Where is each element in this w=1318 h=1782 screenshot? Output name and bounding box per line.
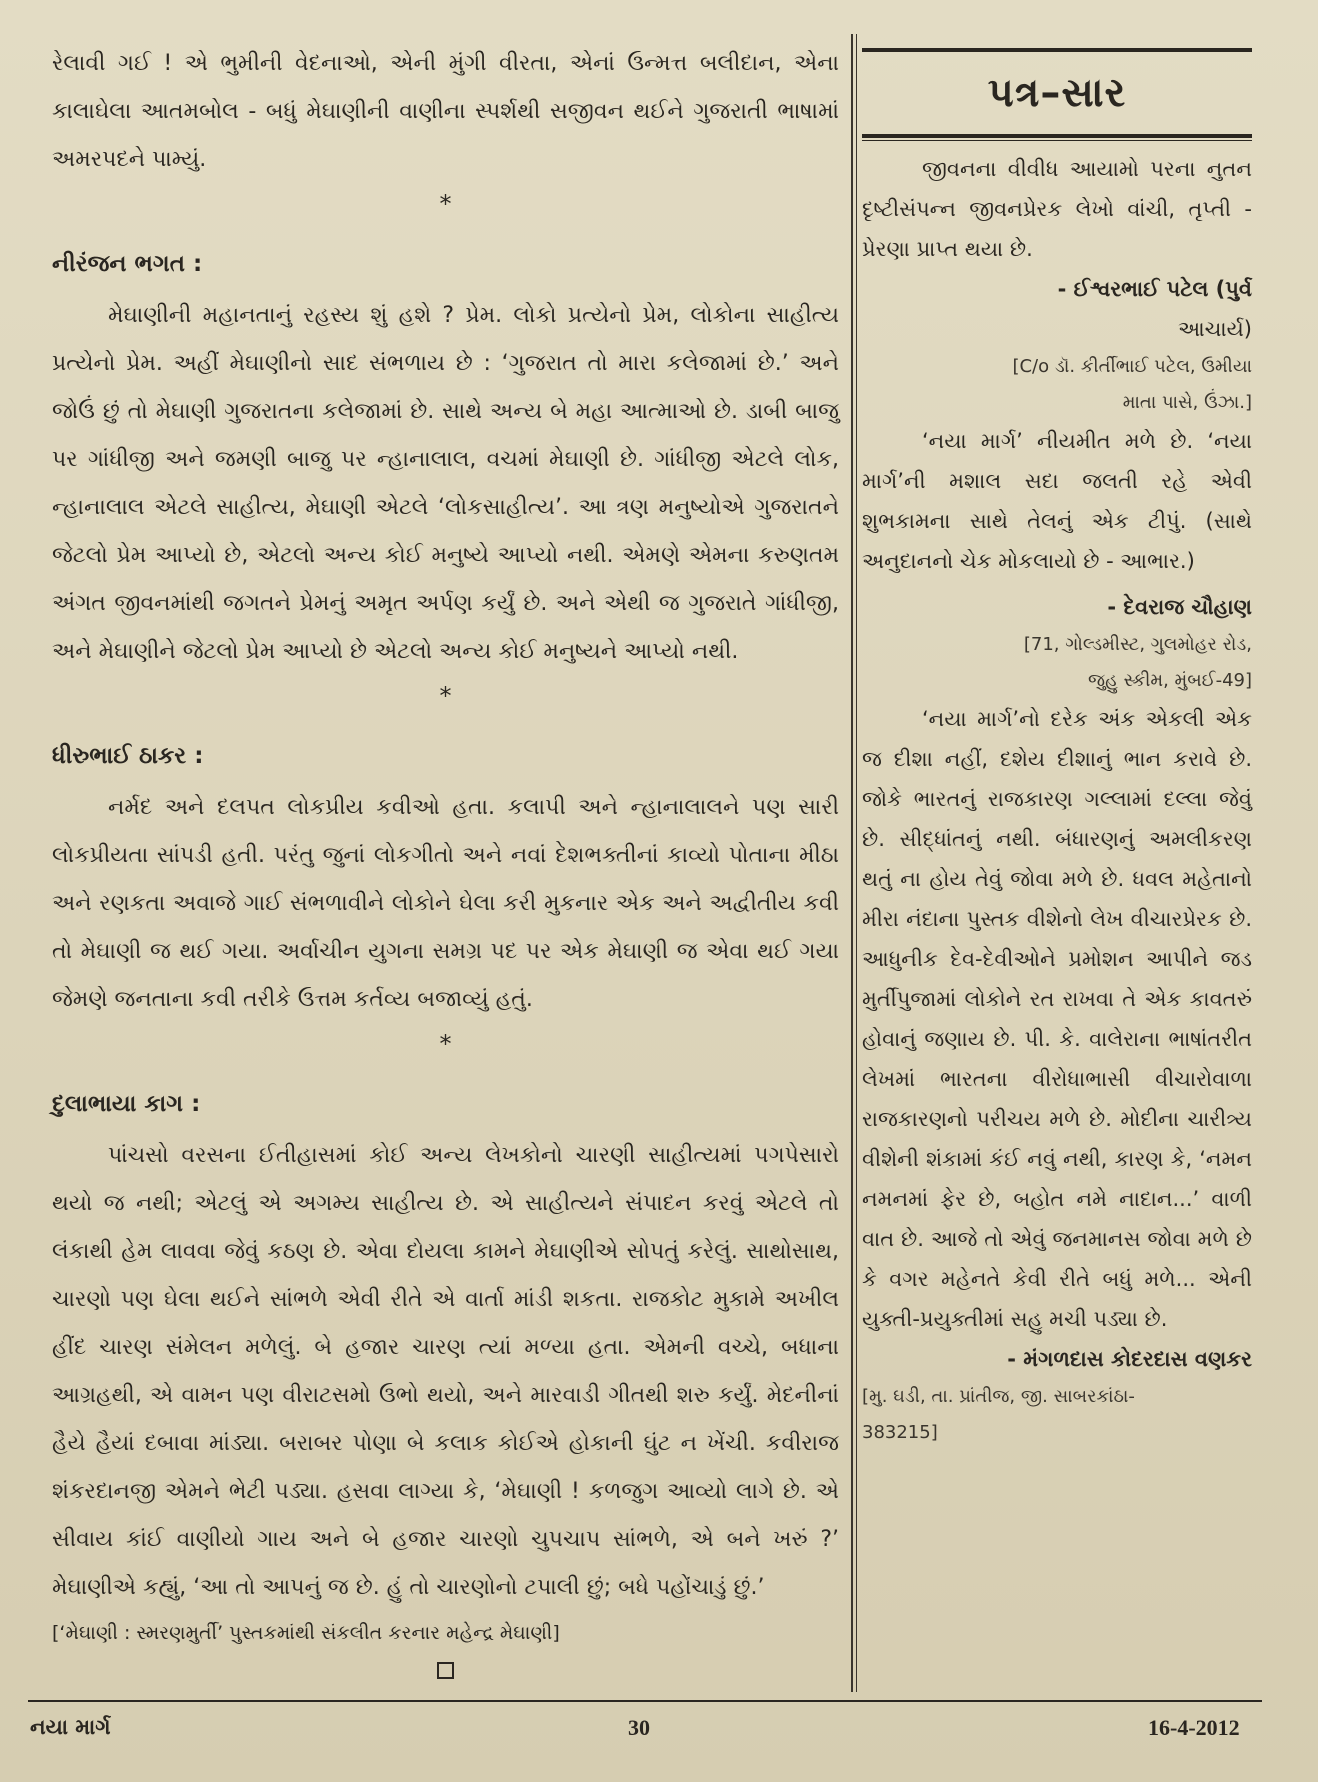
right-column [862,40,1252,1451]
letter-address: [C/o ડૉ. કીર્તીભાઈ પટેલ, ઉમીયા [1012,356,1252,377]
letter-address: જુહુ સ્કીમ, મુંબઈ-49] [1088,670,1252,691]
column-divider [856,34,857,1692]
section-title: પત્ર–સાર [987,70,1127,116]
section-heading: નીરંજન ભગત : [52,251,203,277]
letter-body: જીવનના વીવીધ આયામો પરના નુતન દૃષ્ટીસંપન્ન જીવનપ્રેરક લેખો વાંચી, તૃપ્તી - પ્રેરણા પ્રાપ્ત થયા છે. [862,157,1252,261]
letter-address: 383215] [862,1422,938,1443]
section-heading: દુલાભાયા કાગ : [52,1091,201,1117]
section-heading: ધીરુભાઈ ઠાકર : [52,743,204,769]
section-body: નર્મદ અને દલપત લોકપ્રીય કવીઓ હતા. કલાપી અને ન્હાનાલાલને પણ સારી લોકપ્રીયતા સાંપડી હતી. પરંતુ જુનાં લોકગીતો અને નવાં દેશભક્તીનાં કાવ્યો પોતાના મીઠા અને રણકતા અવાજે ગાઈ સંભળાવીને લોકોને ઘેલા કરી મુકનાર એક અને અદ્વીતીય કવી તો મેઘાણી જ થઈ ગયા. અર્વાચીન યુગના સમગ્ર પદ પર એક મેઘાણી જ એવા થઈ ગયા જેમણે જનતાના કવી તરીકે ઉત્તમ કર્તવ્ય બજાવ્યું હતું. [52,795,839,1012]
footer-date: 16-4-2012 [1148,1715,1240,1740]
letter-body: ‘નયા માર્ગ’નો દરેક અંક એકલી એક જ દીશા નહીં, દશેય દીશાનું ભાન કરાવે છે. જોકે ભારતનું રાજકારણ ગલ્લામાં દલ્લા જેવું છે. સીદ્ધાંતનું નથી. બંધારણનું અમલીકરણ થતું ના હોય તેવું જોવા મળે છે. ધવલ મહેતાનો મીરા નંદાના પુસ્તક વીશેનો લેખ વીચારપ્રેરક છે. આધુનીક દેવ-દેવીઓને પ્રમોશન આપીને જડ મુર્તીપુજામાં લોકોને રત રાખવા તે એક કાવતરું હોવાનું જણાય છે. પી. કે. વાલેરાના ભાષાંતરીત લેખમાં ભારતના વીરોધાભાસી વીચારોવાળા રાજકારણનો પરીચય મળે છે. મોદીના ચારીત્ર્ય વીશેની શંકામાં કંઈ નવું નથી, કારણ કે, ‘નમન નમનમાં ફેર છે, બહોત નમે નાદાન...’ વાળી વાત છે. આજે તો એવું જનમાનસ જોવા મળે છે કે વગર મહેનતે કેવી રીતે બધું મળે... એની યુક્તી-પ્રયુક્તીમાં સહુ મચી પડ્યા છે. [862,707,1252,1331]
source-credit: [‘મેઘાણી : સ્મરણમુર્તી’ પુસ્તકમાંથી સંકલીત કરનાર મહેન્દ્ર મેઘાણી] [52,1622,560,1644]
section-body: પાંચસો વરસના ઈતીહાસમાં કોઈ અન્ય લેખકોનો ચારણી સાહીત્યમાં પગપેસારો થયો જ નથી; એટલું એ અગમ્ય સાહીત્ય છે. એ સાહીત્યને સંપાદન કરવું એટલે તો લંકાથી હેમ લાવવા જેવું કઠણ છે. એવા દોયલા કામને મેઘાણીએ સોપતું કરેલું. સાથોસાથ, ચારણો પણ ઘેલા થઈને સાંભળે એવી રીતે એ વાર્તા માંડી શકતા. રાજકોટ મુકામે અખીલ હીંદ ચારણ સંમેલન મળેલું. બે હજાર ચારણ ત્યાં મળ્યા હતા. એમની વચ્ચે, બધાના આગ્રહથી, એ વામન પણ વીરાટસમો ઉભો થયો, અને મારવાડી ગીતથી શરુ કર્યું. મેદનીનાં હૈયે હૈયાં દબાવા માંડ્યા. બરાબર પોણા બે કલાક કોઈએ હોકાની ઘુંટ ન ખેંચી. કવીરાજ શંકરદાનજી એમને ભેટી પડ્યા. હસવા લાગ્યા કે, ‘મેઘાણી ! કળજુગ આવ્યો લાગે છે. એ સીવાય કાંઈ વાણીયો ગાય અને બે હજાર ચારણો ચુપચાપ સાંભળે, એ બને ખરું ?’ મેઘાણીએ કહ્યું, ‘આ તો આપનું જ છે. હું તો ચારણોનો ટપાલી છું; બધે પહોંચાડું છું.’ [52,1143,839,1600]
letter-signature-cont: આચાર્ય) [1177,317,1252,341]
title-rule-top [862,48,1252,52]
letter-signature: - દેવરાજ ચૌહાણ [1107,595,1252,619]
footer-magazine-name: નયા માર્ગ [30,1715,111,1739]
letter-address: માતા પાસે, ઉંઝા.] [1122,392,1252,413]
left-column [52,40,839,1679]
footer-page-number: 30 [628,1715,650,1740]
letter-address: [71, ગોલ્ડમીસ્ટ, ગુલમોહર રોડ, [1023,634,1252,655]
intro-paragraph: રેલાવી ગઈ ! એ ભુમીની વેદનાઓ, એની મુંગી વીરતા, એનાં ઉન્મત્ત બલીદાન, એના કાલાઘેલા આતમબોલ - બધું મેઘાણીની વાણીના સ્પર્શથી સજીવન થઈને ગુજરાતી ભાષામાં અમરપદને પામ્યું. [52,51,839,172]
section-separator: * [439,1030,452,1058]
column-divider [851,34,853,1692]
end-of-article-mark [437,1662,454,1679]
footer-rule [28,1700,1262,1702]
letter-body: ‘નયા માર્ગ’ નીયમીત મળે છે. ‘નયા માર્ગ’ની મશાલ સદા જલતી રહે એવી શુભકામના સાથે તેલનું એક ટીપું. (સાથે અનુદાનનો ચેક મોકલાયો છે - આભાર.) [862,429,1252,573]
section-separator: * [439,190,452,218]
section-separator: * [439,682,452,710]
letter-signature: - ઈશ્વરભાઈ પટેલ (પુર્વ [1057,277,1252,301]
letter-address: [મુ. ઘડી, તા. પ્રાંતીજ, જી. સાબરકાંઠા- [862,1386,1135,1407]
title-rule-bottom [862,134,1252,138]
title-rule-bottom-thin [862,140,1252,141]
section-body: મેઘાણીની મહાનતાનું રહસ્ય શું હશે ? પ્રેમ. લોકો પ્રત્યેનો પ્રેમ, લોકોના સાહીત્ય પ્રત્યેનો પ્રેમ. અહીં મેઘાણીનો સાદ સંભળાય છે : ‘ગુજરાત તો મારા કલેજામાં છે.’ અને જોઉં છું તો મેઘાણી ગુજરાતના કલેજામાં છે. સાથે અન્ય બે મહા આત્માઓ છે. ડાબી બાજુ પર ગાંધીજી અને જમણી બાજુ પર ન્હાનાલાલ, વચમાં મેઘાણી છે. ગાંધીજી એટલે લોક, ન્હાનાલાલ એટલે સાહીત્ય, મેઘાણી એટલે ‘લોકસાહીત્ય’. આ ત્રણ મનુષ્યોએ ગુજરાતને જેટલો પ્રેમ આપ્યો છે, એટલો અન્ય કોઈ મનુષ્યે આપ્યો નથી. એમણે એમના કરુણતમ અંગત જીવનમાંથી જગતને પ્રેમનું અમૃત અર્પણ કર્યું છે. અને એથી જ ગુજરાતે ગાંધીજી, અને મેઘાણીને જેટલો પ્રેમ આપ્યો છે એટલો અન્ય કોઈ મનુષ્યને આપ્યો નથી. [52,303,839,664]
letter-signature: - મંગળદાસ કોદરદાસ વણકર [1007,1347,1252,1371]
